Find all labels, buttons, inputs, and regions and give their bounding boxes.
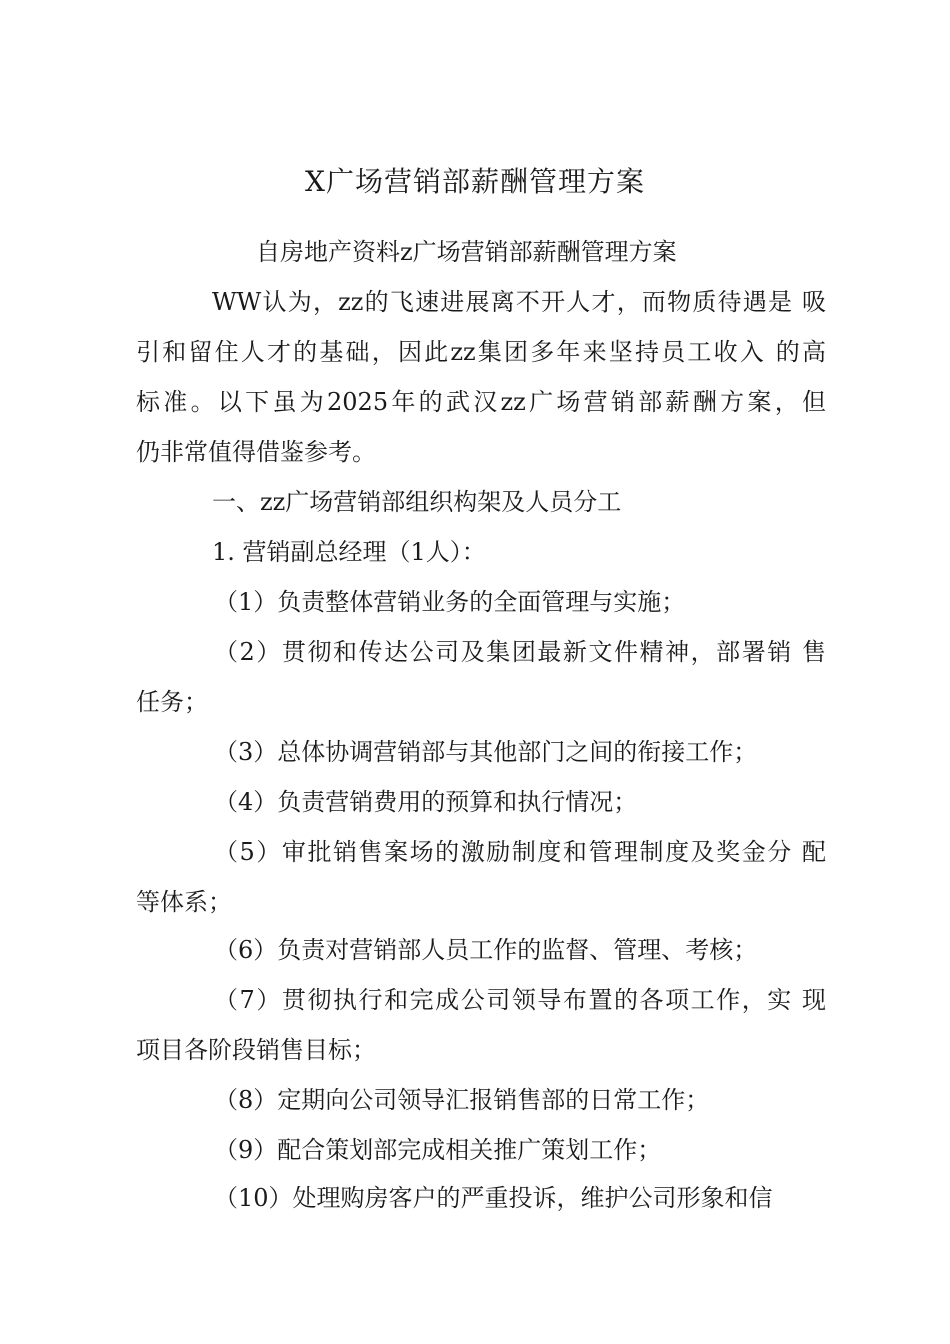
- item-heading: 1. 营销副总经理（1人）：: [212, 538, 486, 566]
- document-subtitle: 自房地产资料z广场营销部薪酬管理方案: [256, 238, 677, 266]
- duty-line: 项目各阶段销售目标；: [136, 1036, 376, 1064]
- duty-line: （7）贯彻执行和完成公司领导布置的各项工作，实 现: [214, 986, 826, 1014]
- intro-line-3: 标准。以下虽为2025年的武汉zz广场营销部薪酬方案，但: [136, 388, 826, 416]
- intro-line-4: 仍非常值得借鉴参考。: [136, 438, 376, 466]
- duty-line: （3）总体协调营销部与其他部门之间的衔接工作；: [214, 738, 758, 766]
- document-title: X广场营销部薪酬管理方案: [305, 165, 645, 198]
- duty-line: （6）负责对营销部人员工作的监督、管理、考核；: [214, 936, 758, 964]
- intro-line-1: WW认为，zz的飞速进展离不开人才，而物质待遇是 吸: [212, 288, 826, 316]
- duty-line: （2）贯彻和传达公司及集团最新文件精神，部署销 售: [214, 638, 826, 666]
- intro-line-2: 引和留住人才的基础，因此zz集团多年来坚持员工收入 的高: [136, 338, 826, 366]
- duty-line: （4）负责营销费用的预算和执行情况；: [214, 788, 638, 816]
- duty-line: （8）定期向公司领导汇报销售部的日常工作；: [214, 1086, 710, 1114]
- duty-line: 等体系；: [136, 888, 232, 916]
- duty-line: 任务；: [136, 688, 208, 716]
- duty-line: （10）处理购房客户的严重投诉，维护公司形象和信: [214, 1184, 773, 1212]
- duty-line: （9）配合策划部完成相关推广策划工作；: [214, 1136, 662, 1164]
- duty-line: （1）负责整体营销业务的全面管理与实施；: [214, 588, 686, 616]
- duty-line: （5）审批销售案场的激励制度和管理制度及奖金分 配: [214, 838, 826, 866]
- section-heading: 一、zz广场营销部组织构架及人员分工: [212, 488, 622, 516]
